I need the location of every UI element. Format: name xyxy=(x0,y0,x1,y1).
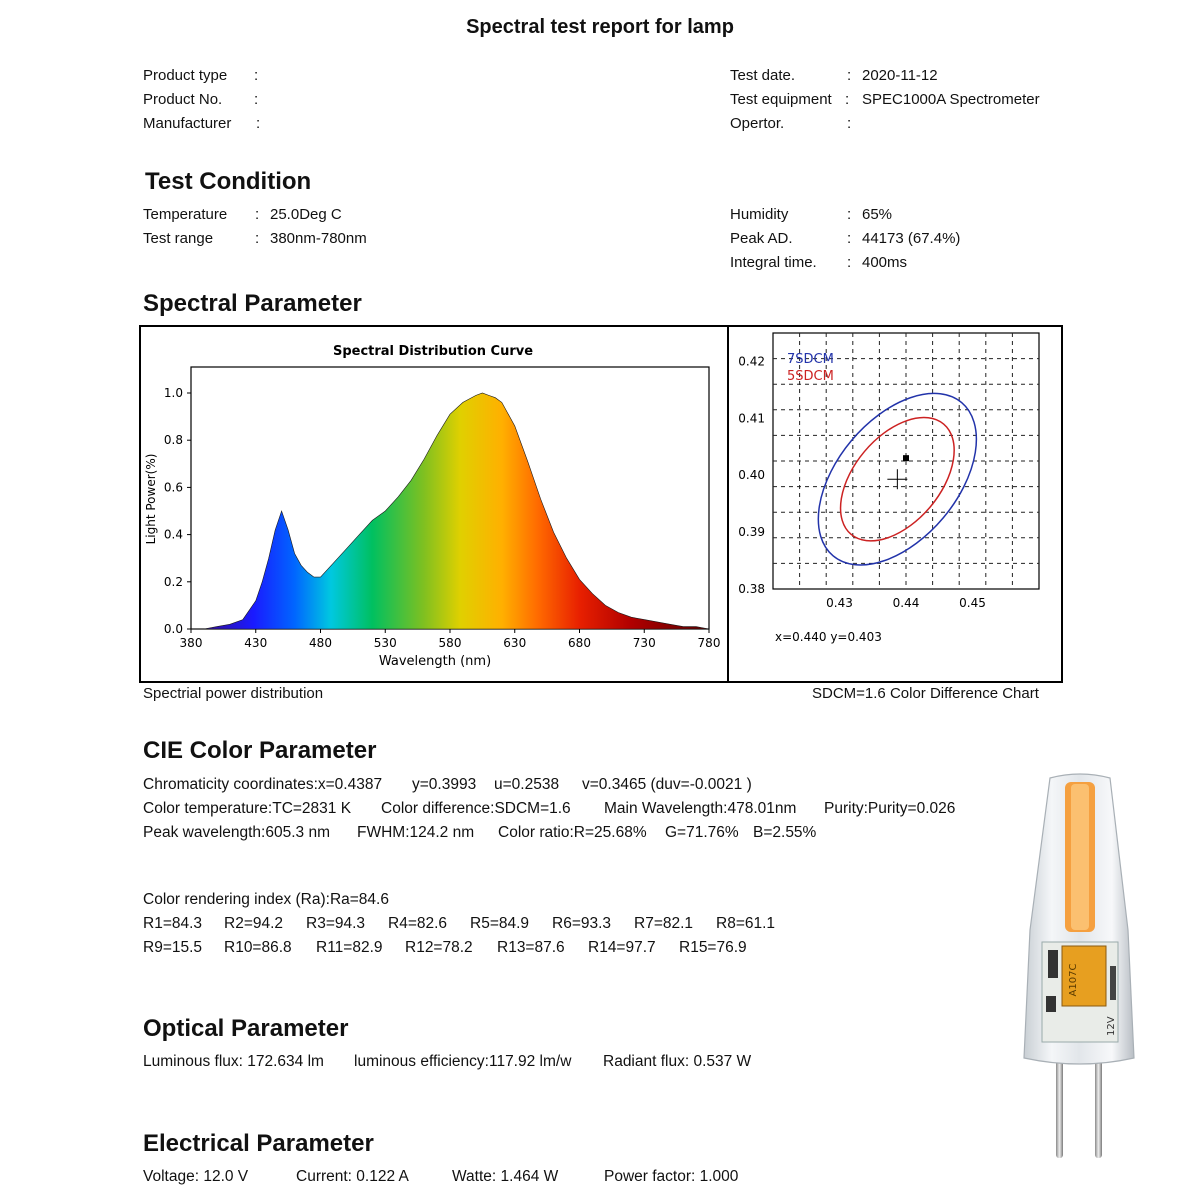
test-range-sep: : xyxy=(255,230,260,247)
r-value: R15=76.9 xyxy=(679,939,747,956)
legend-7sdcm: 7SDCM xyxy=(787,352,834,367)
wattage: Watte: 1.464 W xyxy=(452,1168,559,1185)
humidity-label: Humidity xyxy=(730,206,789,223)
color-ratio-g: G=71.76% xyxy=(665,824,739,841)
legend-5sdcm: 5SDCM xyxy=(787,369,834,384)
cie-x-tick-label: 0.44 xyxy=(892,596,920,610)
integral-time-label: Integral time. xyxy=(730,254,817,271)
test-equipment-sep: : xyxy=(845,91,850,108)
r-value: R12=78.2 xyxy=(405,939,473,956)
r-value: R9=15.5 xyxy=(143,939,203,956)
spectral-caption-right: SDCM=1.6 Color Difference Chart xyxy=(812,685,1039,702)
lamp-chip-text: A107C xyxy=(1068,963,1079,997)
color-temperature: Color temperature:TC=2831 K xyxy=(143,800,352,817)
chromaticity-v: v=0.3465 (duv=-0.0021 ) xyxy=(582,776,752,793)
spd-x-axis-label: Wavelength (nm) xyxy=(378,654,492,669)
cie-y-tick-label: 0.39 xyxy=(738,525,765,540)
main-wavelength: Main Wavelength:478.01nm xyxy=(604,800,797,817)
r-value: R14=97.7 xyxy=(588,939,656,956)
cie-coordinate-readout: x=0.440 y=0.403 xyxy=(775,630,882,644)
spd-y-tick-label: 0.8 xyxy=(163,433,183,448)
peak-ad-label: Peak AD. xyxy=(730,230,793,247)
test-range-value: 380nm-780nm xyxy=(270,230,367,247)
spd-x-tick-label: 680 xyxy=(568,636,591,650)
power-factor: Power factor: 1.000 xyxy=(604,1168,739,1185)
test-condition-heading: Test Condition xyxy=(145,168,312,195)
manufacturer-sep: : xyxy=(256,115,261,132)
spd-y-axis-label: Light Power(%) xyxy=(144,453,158,545)
r-value: R8=61.1 xyxy=(716,915,776,932)
humidity-sep: : xyxy=(847,206,852,223)
cie-heading: CIE Color Parameter xyxy=(143,737,377,764)
test-range-label: Test range xyxy=(143,230,214,247)
temperature-label: Temperature xyxy=(143,206,228,223)
color-ratio-b: B=2.55% xyxy=(753,824,817,841)
spd-y-tick-label: 0.0 xyxy=(163,622,183,636)
manufacturer-label: Manufacturer xyxy=(143,115,232,132)
color-ratio-r: Color ratio:R=25.68% xyxy=(498,824,647,841)
humidity-value: 65% xyxy=(862,206,893,223)
report-title: Spectral test report for lamp xyxy=(466,16,734,38)
test-date-sep: : xyxy=(847,67,852,84)
optical-heading: Optical Parameter xyxy=(143,1015,349,1042)
test-equipment-value: SPEC1000A Spectrometer xyxy=(862,91,1040,108)
lamp-label-text: 12V xyxy=(1106,1016,1117,1036)
r-value: R5=84.9 xyxy=(470,915,530,932)
luminous-flux: Luminous flux: 172.634 lm xyxy=(143,1053,324,1070)
radiant-flux: Radiant flux: 0.537 W xyxy=(603,1053,752,1070)
spectral-distribution-chart xyxy=(141,327,727,681)
product-no-sep: : xyxy=(254,91,259,108)
r-value: R2=94.2 xyxy=(224,915,284,932)
spd-x-tick-label: 430 xyxy=(244,636,268,650)
lamp-component-small xyxy=(1046,996,1056,1012)
r-value: R7=82.1 xyxy=(634,915,694,932)
lamp-component-right xyxy=(1110,966,1116,1000)
peak-wavelength: Peak wavelength:605.3 nm xyxy=(143,824,330,841)
peak-ad-value: 44173 (67.4%) xyxy=(862,230,961,247)
electrical-heading: Electrical Parameter xyxy=(143,1130,374,1157)
measured-point xyxy=(903,455,909,461)
temperature-value: 25.0Deg C xyxy=(270,206,342,223)
spd-area-series xyxy=(191,393,709,629)
spd-y-tick-label: 0.4 xyxy=(163,527,183,542)
spd-x-tick-label: 380 xyxy=(179,636,203,650)
r-value: R1=84.3 xyxy=(143,915,203,932)
product-type-sep: : xyxy=(254,67,259,84)
color-difference: Color difference:SDCM=1.6 xyxy=(381,800,571,817)
current: Current: 0.122 A xyxy=(296,1168,409,1185)
g4-lamp-image xyxy=(1010,770,1160,1170)
r-value: R10=86.8 xyxy=(224,939,292,956)
temperature-sep: : xyxy=(255,206,260,223)
spectral-caption-left: Spectrial power distribution xyxy=(143,685,324,702)
spd-chart-title: Spectral Distribution Curve xyxy=(332,344,534,359)
spd-y-tick-label: 1.0 xyxy=(163,386,183,400)
cie-x-tick-label: 0.43 xyxy=(826,596,853,610)
product-no-label: Product No. xyxy=(143,91,223,108)
cie-y-tick-label: 0.40 xyxy=(738,468,765,483)
spectral-parameter-heading: Spectral Parameter xyxy=(143,290,362,317)
cie-y-tick-label: 0.38 xyxy=(738,582,765,596)
test-date-value: 2020-11-12 xyxy=(862,67,938,84)
spd-x-tick-label: 780 xyxy=(697,636,721,650)
operator-sep: : xyxy=(847,115,852,132)
chromaticity-x: Chromaticity coordinates:x=0.4387 xyxy=(143,776,383,793)
integral-time-value: 400ms xyxy=(862,254,908,271)
test-date-label: Test date. xyxy=(730,67,796,84)
spd-x-tick-label: 480 xyxy=(309,636,332,650)
r-value: R3=94.3 xyxy=(306,915,366,932)
spd-y-tick-label: 0.6 xyxy=(163,480,183,495)
chromaticity-u: u=0.2538 xyxy=(494,776,560,793)
product-type-label: Product type xyxy=(143,67,228,84)
r-value: R13=87.6 xyxy=(497,939,565,956)
lamp-cob-highlight xyxy=(1071,784,1089,930)
r-value: R6=93.3 xyxy=(552,915,612,932)
chromaticity-y: y=0.3993 xyxy=(412,776,477,793)
cie-x-tick-label: 0.45 xyxy=(959,596,986,610)
cie-y-tick-label: 0.41 xyxy=(738,411,765,426)
r-value: R11=82.9 xyxy=(316,939,383,956)
peak-ad-sep: : xyxy=(847,230,852,247)
fwhm: FWHM:124.2 nm xyxy=(357,824,475,841)
spd-x-tick-label: 530 xyxy=(373,636,397,650)
luminous-efficiency: luminous efficiency:117.92 lm/w xyxy=(354,1053,572,1070)
lamp-component-left xyxy=(1048,950,1058,978)
spd-x-tick-label: 630 xyxy=(503,636,527,650)
cie-y-tick-label: 0.42 xyxy=(738,354,765,369)
color-rendering-index: Color rendering index (Ra):Ra=84.6 xyxy=(143,891,389,908)
spd-x-tick-label: 580 xyxy=(438,636,462,650)
color-difference-chart xyxy=(729,327,1063,681)
spectral-chart-panel xyxy=(139,325,1063,683)
r-value: R4=82.6 xyxy=(388,915,448,932)
spd-x-tick-label: 730 xyxy=(632,636,656,650)
spd-y-tick-label: 0.2 xyxy=(163,574,183,589)
purity: Purity:Purity=0.026 xyxy=(824,800,956,817)
test-equipment-label: Test equipment xyxy=(730,91,832,108)
voltage: Voltage: 12.0 V xyxy=(143,1168,249,1185)
operator-label: Opertor. xyxy=(730,115,785,132)
integral-time-sep: : xyxy=(847,254,852,271)
